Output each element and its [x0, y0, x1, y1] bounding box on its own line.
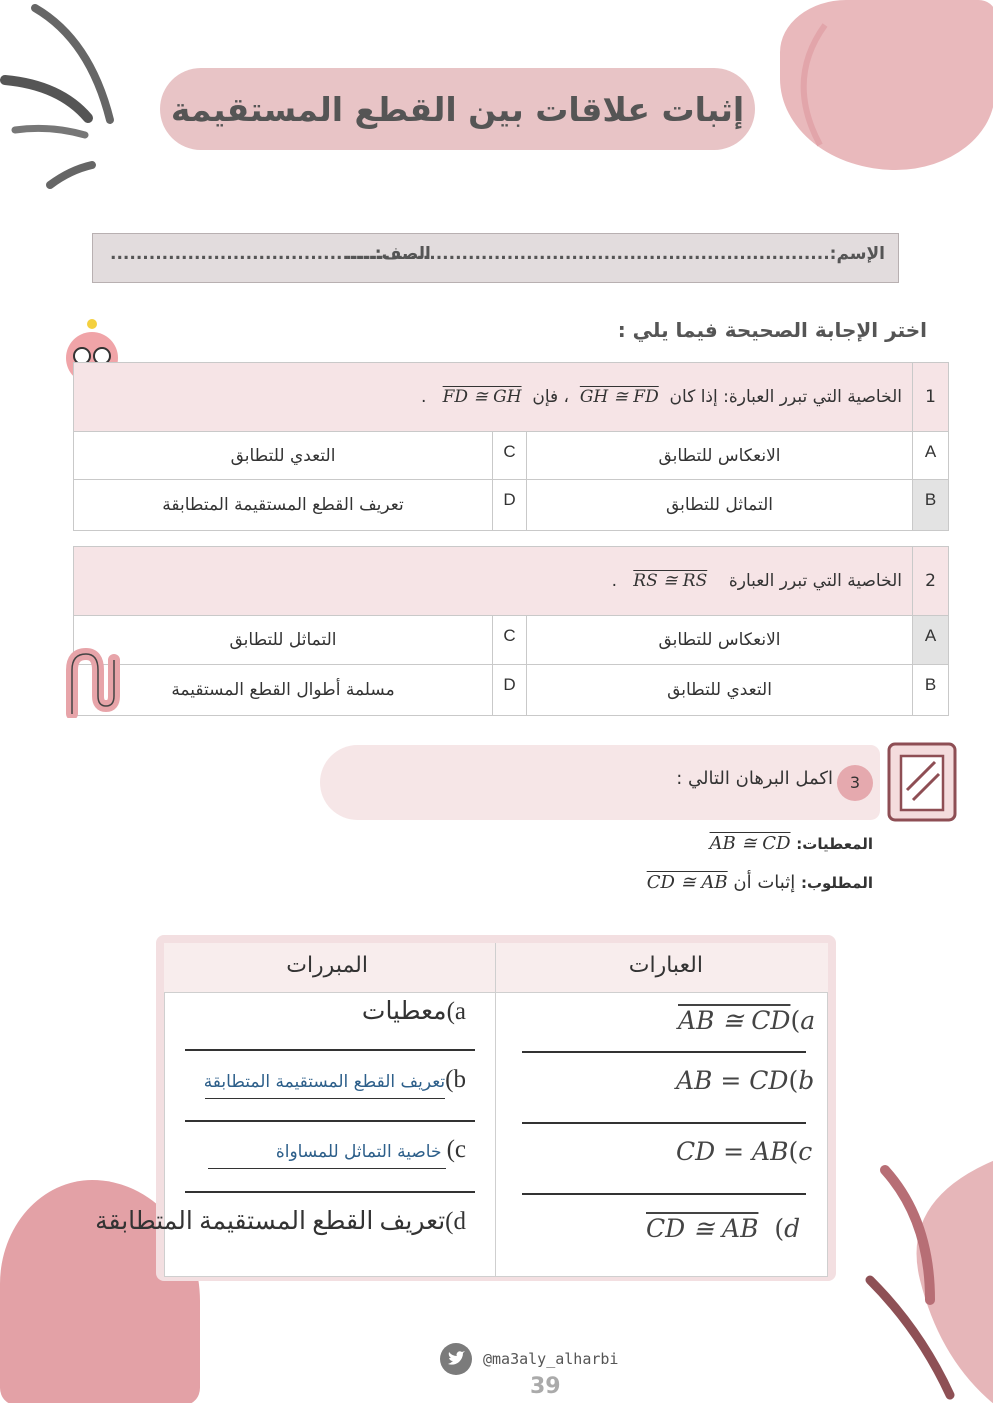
given-label: المعطيات: — [796, 835, 873, 853]
statement-d: CD ≅ AB (d — [646, 1214, 801, 1243]
option-letter-b: B — [913, 665, 949, 716]
reason-underline-b — [205, 1098, 445, 1099]
question-3-text: اكمل البرهان التالي : — [676, 768, 833, 789]
reason-line-a — [185, 1049, 475, 1051]
stem-end: . — [611, 571, 618, 591]
statement-a: AB ≅ CD(a — [678, 1006, 816, 1035]
given-math: AB ≅ CD — [709, 833, 791, 854]
stem-math-a: FD ≅ GH — [442, 387, 522, 407]
option-letter-d: D — [493, 665, 527, 716]
option-d[interactable]: مسلمة أطوال القطع المستقيمة — [74, 665, 493, 716]
statement-c: CD = AB(c — [676, 1137, 813, 1166]
page-title: إثبات علاقات بين القطع المستقيمة — [170, 89, 745, 129]
statement-line-b — [522, 1122, 806, 1124]
question-stem — [74, 547, 913, 616]
reason-d: d)تعريف القطع المستقيمة المتطابقة — [95, 1208, 466, 1235]
question-1-table — [73, 362, 949, 531]
decorative-blob-bottom-right — [860, 1160, 993, 1403]
page-number: 39 — [530, 1374, 561, 1399]
required-math: CD ≅ AB — [646, 872, 728, 893]
option-letter-b: B — [913, 480, 949, 531]
question-number: 2 — [913, 547, 949, 616]
reason-c[interactable]: c) خاصية التماثل للمساواة — [275, 1136, 466, 1163]
statement-line-c — [522, 1193, 806, 1195]
option-letter-d: D — [493, 480, 527, 531]
decorative-arc-top-right — [780, 20, 840, 150]
instruction-heading: اختر الإجابة الصحيحة فيما يلي : — [617, 318, 927, 342]
reason-a: a)معطيات — [361, 998, 466, 1025]
given-line — [710, 833, 873, 854]
stem-mid: ، فإن — [532, 387, 570, 407]
question-number: 1 — [913, 363, 949, 432]
reason-line-b — [185, 1120, 475, 1122]
question-2-table — [73, 546, 949, 716]
reason-line-c — [185, 1191, 475, 1193]
reason-b[interactable]: b)تعريف القطع المستقيمة المتطابقة — [203, 1066, 466, 1093]
required-text: إثبات أن — [733, 872, 796, 893]
proof-header-row — [164, 943, 828, 993]
stem-math: RS ≅ RS — [633, 571, 708, 591]
question-stem — [74, 363, 913, 432]
statement-line-a — [522, 1051, 806, 1053]
statements-header: العبارات — [628, 953, 703, 978]
option-letter-a: A — [913, 432, 949, 480]
stem-end: . — [421, 387, 427, 407]
option-letter-c: C — [493, 432, 527, 480]
option-a[interactable]: الانعكاس للتطابق — [527, 616, 913, 665]
decorative-strokes-top-left — [0, 0, 140, 200]
clipboard-icon — [885, 740, 960, 825]
option-c[interactable]: التعدي للتطابق — [74, 432, 493, 480]
author-handle[interactable]: @ma3aly_alharbi — [483, 1350, 619, 1368]
option-letter-a: A — [913, 616, 949, 665]
worm-mascot-icon — [62, 648, 124, 718]
stem-text: الخاصية التي تبرر العبارة: إذا كان — [669, 387, 902, 407]
class-field[interactable]: الصف:......................................... — [110, 244, 431, 264]
required-label: المطلوب: — [800, 874, 873, 892]
option-b[interactable]: التعدي للتطابق — [527, 665, 913, 716]
option-a[interactable]: الانعكاس للتطابق — [527, 432, 913, 480]
stem-math-b: GH ≅ FD — [579, 387, 659, 407]
option-letter-c: C — [493, 616, 527, 665]
proof-column-divider — [495, 943, 496, 1277]
option-b[interactable]: التماثل للتطابق — [527, 480, 913, 531]
stem-text: الخاصية التي تبرر العبارة — [728, 571, 902, 591]
reason-underline-c — [208, 1168, 446, 1169]
option-d[interactable]: تعريف القطع المستقيمة المتطابقة — [74, 480, 493, 531]
twitter-bird-glyph — [446, 1350, 466, 1368]
statement-b: AB = CD(b — [676, 1066, 815, 1095]
name-field[interactable]: الإسم:........................................................................... — [345, 244, 885, 264]
option-c[interactable]: التماثل للتطابق — [74, 616, 493, 665]
question-3-number: 3 — [837, 765, 873, 801]
required-line — [647, 872, 873, 893]
reasons-header: المبررات — [286, 953, 368, 978]
